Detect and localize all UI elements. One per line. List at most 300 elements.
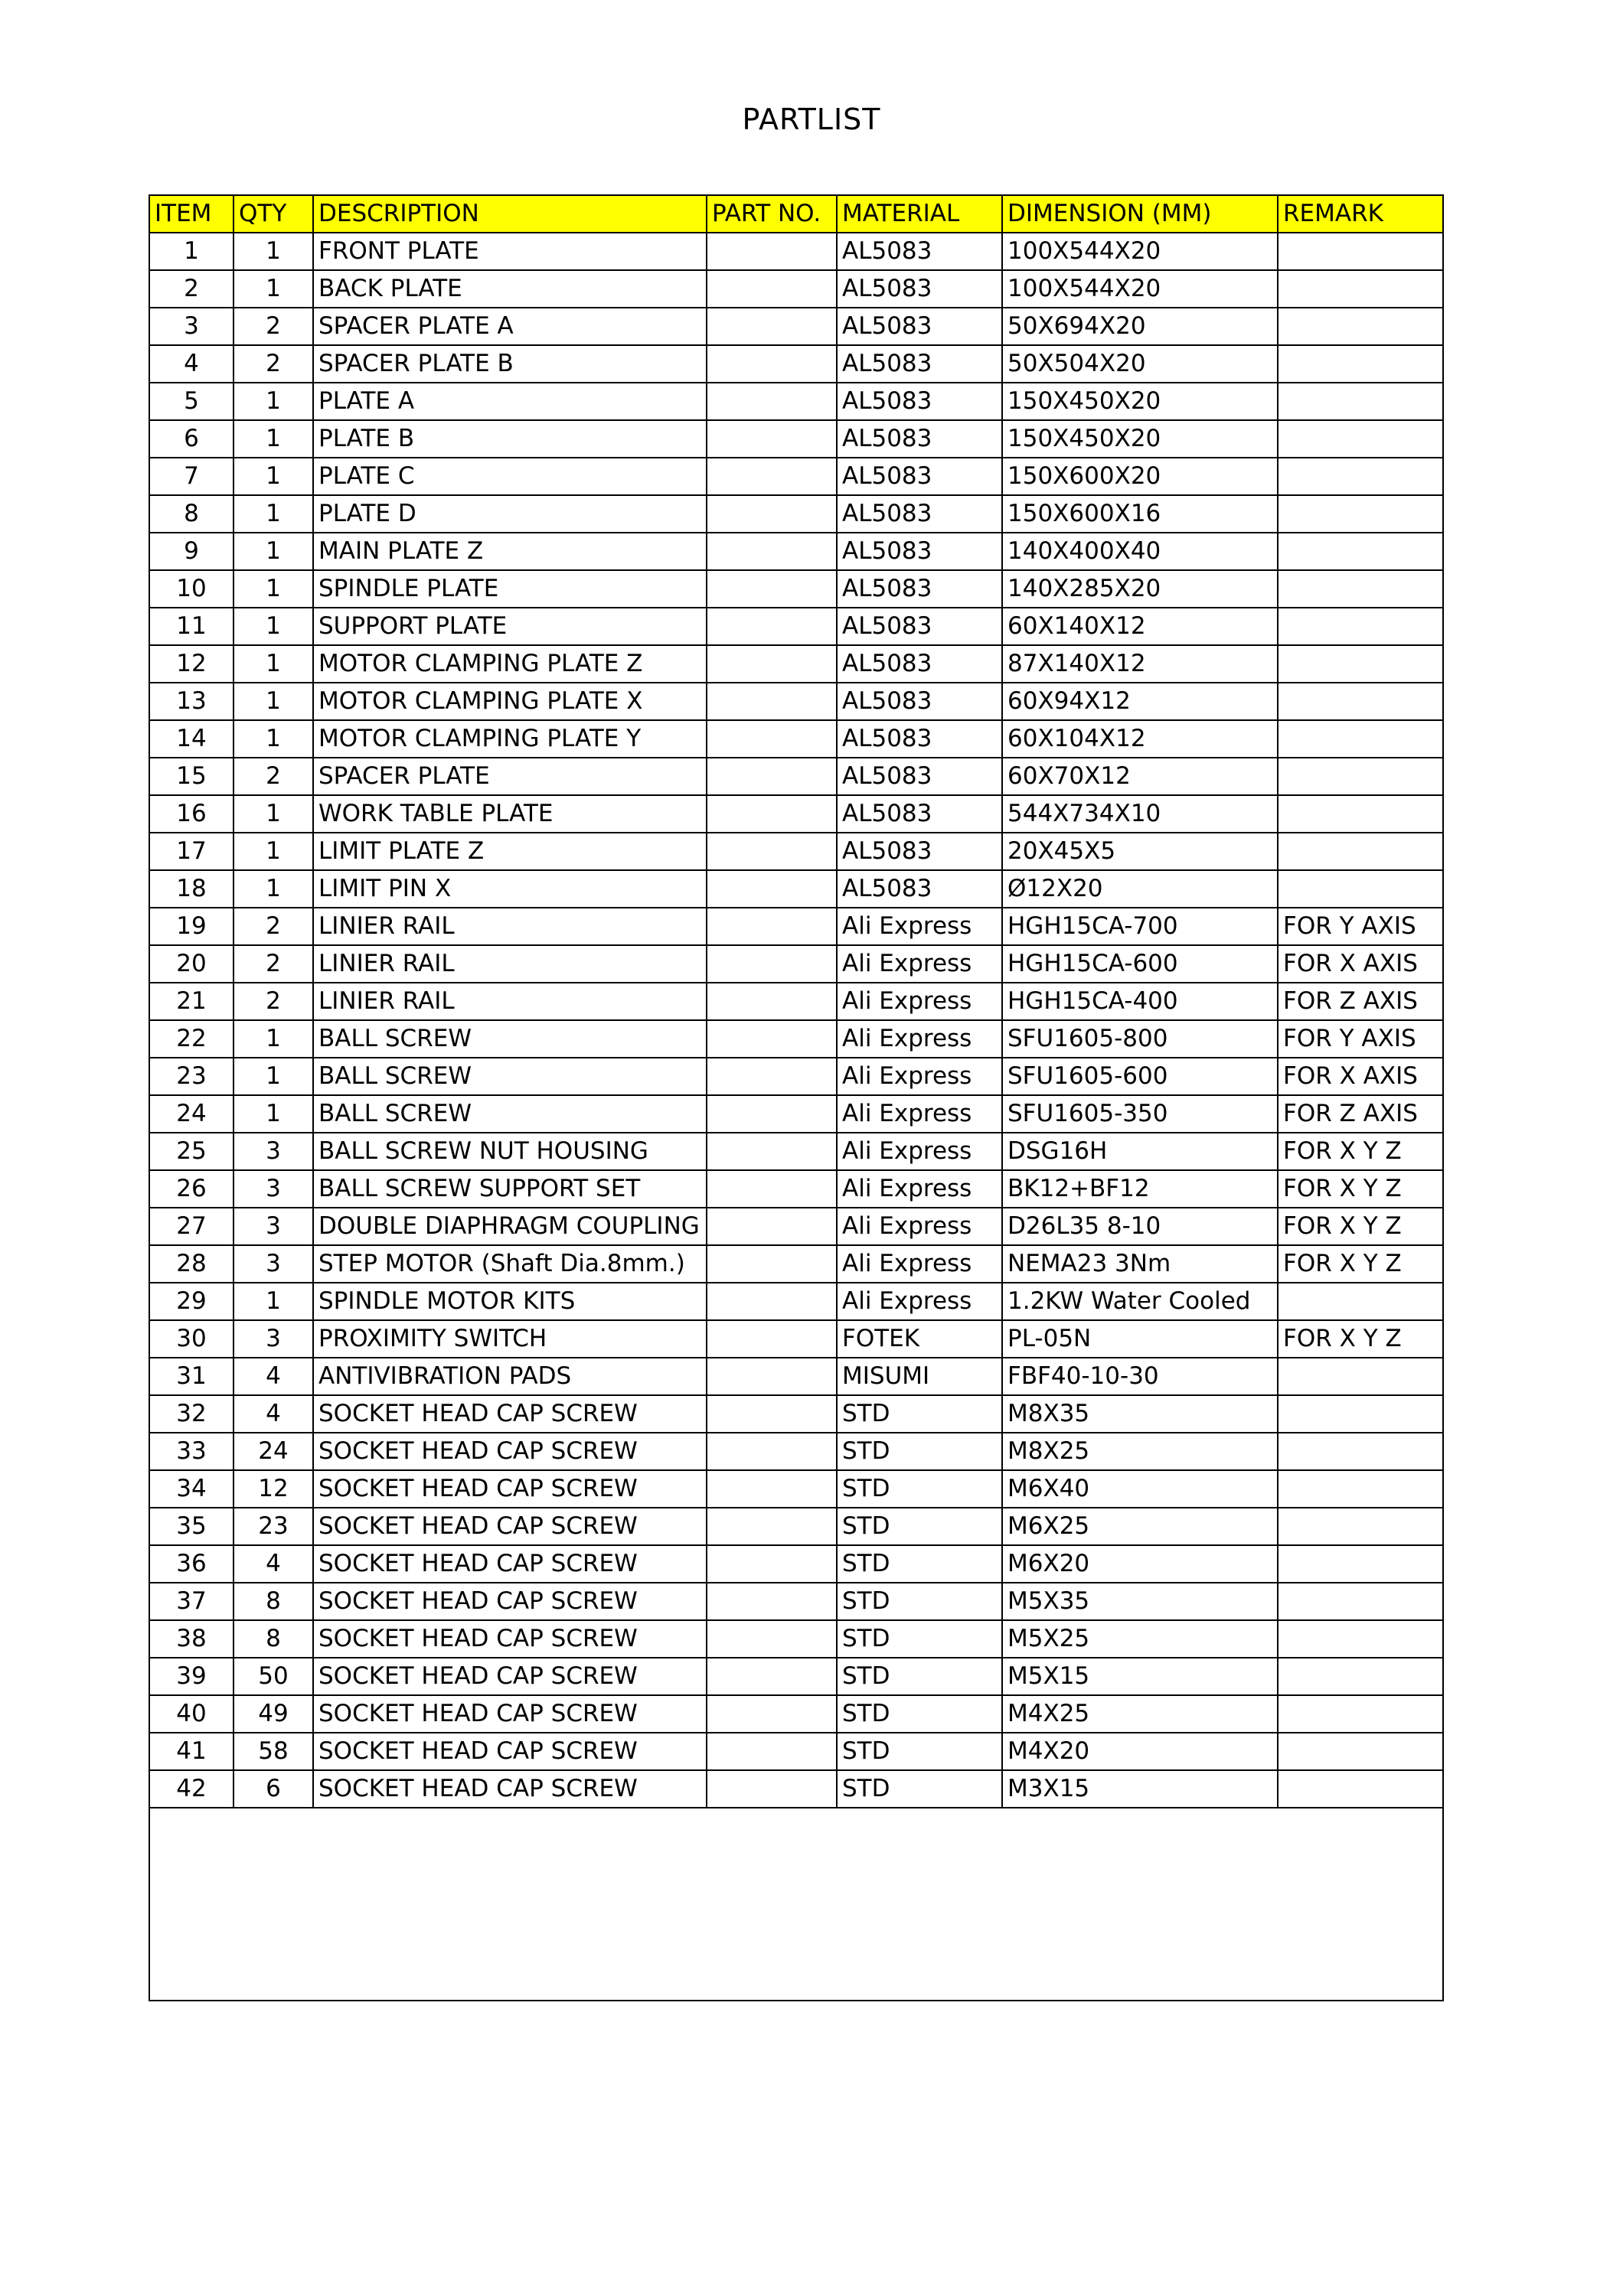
- table-row: [149, 1133, 1443, 1170]
- cell-material: AL5083: [837, 570, 1002, 608]
- cell-material: AL5083: [837, 683, 1002, 720]
- cell-part-no: [707, 1433, 837, 1470]
- cell-part-no: [707, 1508, 837, 1545]
- cell-part-no: [707, 570, 837, 608]
- cell-material: MISUMI: [837, 1358, 1002, 1395]
- cell-dimension: DSG16H: [1002, 1133, 1278, 1170]
- cell-remark: [1278, 570, 1443, 608]
- cell-dimension: 100X544X20: [1002, 270, 1278, 308]
- cell-item: 34: [149, 1470, 233, 1508]
- cell-dimension: FBF40-10-30: [1002, 1358, 1278, 1395]
- cell-material: AL5083: [837, 645, 1002, 683]
- cell-material: Ali Express: [837, 945, 1002, 983]
- cell-qty: 3: [233, 1245, 313, 1283]
- cell-dimension: M8X35: [1002, 1395, 1278, 1433]
- table-row: [149, 1058, 1443, 1095]
- table-row: [149, 1583, 1443, 1620]
- cell-remark: FOR Y AXIS: [1278, 908, 1443, 945]
- cell-qty: 8: [233, 1583, 313, 1620]
- cell-description: SOCKET HEAD CAP SCREW: [313, 1545, 707, 1583]
- cell-dimension: M8X25: [1002, 1433, 1278, 1470]
- cell-item: 24: [149, 1095, 233, 1133]
- cell-description: BACK PLATE: [313, 270, 707, 308]
- cell-item: 16: [149, 795, 233, 833]
- cell-qty: 2: [233, 308, 313, 345]
- cell-item: 41: [149, 1733, 233, 1770]
- cell-remark: FOR X Y Z: [1278, 1133, 1443, 1170]
- cell-part-no: [707, 1320, 837, 1358]
- cell-dimension: M3X15: [1002, 1770, 1278, 1808]
- table-row: [149, 533, 1443, 570]
- blank-area-row: [149, 1808, 1443, 2001]
- cell-qty: 1: [233, 720, 313, 758]
- cell-item: 33: [149, 1433, 233, 1470]
- cell-qty: 1: [233, 533, 313, 570]
- cell-material: STD: [837, 1770, 1002, 1808]
- cell-remark: [1278, 495, 1443, 533]
- cell-remark: [1278, 1583, 1443, 1620]
- cell-item: 15: [149, 758, 233, 795]
- table-row: [149, 1245, 1443, 1283]
- cell-dimension: 1.2KW Water Cooled: [1002, 1283, 1278, 1320]
- cell-qty: 12: [233, 1470, 313, 1508]
- cell-qty: 1: [233, 1058, 313, 1095]
- table-body: [149, 233, 1443, 2001]
- table-row: [149, 1095, 1443, 1133]
- cell-qty: 1: [233, 833, 313, 870]
- cell-item: 6: [149, 420, 233, 458]
- cell-part-no: [707, 683, 837, 720]
- table-row: [149, 1770, 1443, 1808]
- cell-dimension: 100X544X20: [1002, 233, 1278, 270]
- cell-material: AL5083: [837, 495, 1002, 533]
- table-row: [149, 720, 1443, 758]
- cell-material: STD: [837, 1695, 1002, 1733]
- cell-description: SOCKET HEAD CAP SCREW: [313, 1508, 707, 1545]
- cell-dimension: 60X104X12: [1002, 720, 1278, 758]
- cell-dimension: SFU1605-350: [1002, 1095, 1278, 1133]
- table-row: [149, 870, 1443, 908]
- cell-part-no: [707, 1470, 837, 1508]
- cell-description: SPACER PLATE A: [313, 308, 707, 345]
- cell-part-no: [707, 908, 837, 945]
- cell-qty: 1: [233, 270, 313, 308]
- table-row: [149, 420, 1443, 458]
- cell-remark: [1278, 608, 1443, 645]
- cell-qty: 3: [233, 1133, 313, 1170]
- cell-description: WORK TABLE PLATE: [313, 795, 707, 833]
- cell-part-no: [707, 1583, 837, 1620]
- cell-material: STD: [837, 1508, 1002, 1545]
- cell-part-no: [707, 1058, 837, 1095]
- cell-remark: [1278, 1695, 1443, 1733]
- cell-part-no: [707, 1245, 837, 1283]
- table-row: [149, 1470, 1443, 1508]
- cell-part-no: [707, 1283, 837, 1320]
- cell-material: STD: [837, 1733, 1002, 1770]
- cell-dimension: M6X25: [1002, 1508, 1278, 1545]
- cell-material: Ali Express: [837, 1208, 1002, 1245]
- table-row: [149, 1320, 1443, 1358]
- cell-dimension: M5X15: [1002, 1658, 1278, 1695]
- cell-material: STD: [837, 1658, 1002, 1695]
- cell-part-no: [707, 720, 837, 758]
- cell-dimension: 60X70X12: [1002, 758, 1278, 795]
- cell-description: PLATE D: [313, 495, 707, 533]
- cell-material: AL5083: [837, 795, 1002, 833]
- cell-dimension: 544X734X10: [1002, 795, 1278, 833]
- cell-remark: [1278, 1283, 1443, 1320]
- cell-description: PLATE B: [313, 420, 707, 458]
- cell-qty: 3: [233, 1208, 313, 1245]
- cell-material: Ali Express: [837, 1283, 1002, 1320]
- cell-item: 7: [149, 458, 233, 495]
- cell-material: STD: [837, 1470, 1002, 1508]
- cell-description: SPINDLE PLATE: [313, 570, 707, 608]
- cell-material: AL5083: [837, 720, 1002, 758]
- header-qty: QTY: [233, 195, 313, 233]
- cell-dimension: HGH15CA-600: [1002, 945, 1278, 983]
- cell-part-no: [707, 645, 837, 683]
- cell-dimension: NEMA23 3Nm: [1002, 1245, 1278, 1283]
- header-remark: REMARK: [1278, 195, 1443, 233]
- cell-qty: 1: [233, 645, 313, 683]
- cell-item: 2: [149, 270, 233, 308]
- cell-description: STEP MOTOR (Shaft Dia.8mm.): [313, 1245, 707, 1283]
- cell-dimension: 140X285X20: [1002, 570, 1278, 608]
- cell-item: 11: [149, 608, 233, 645]
- cell-dimension: 20X45X5: [1002, 833, 1278, 870]
- cell-remark: [1278, 233, 1443, 270]
- header-material: MATERIAL: [837, 195, 1002, 233]
- cell-material: STD: [837, 1583, 1002, 1620]
- cell-item: 4: [149, 345, 233, 383]
- cell-part-no: [707, 1695, 837, 1733]
- cell-dimension: M6X20: [1002, 1545, 1278, 1583]
- cell-part-no: [707, 795, 837, 833]
- table-header-row: [149, 195, 1443, 233]
- cell-part-no: [707, 1395, 837, 1433]
- cell-material: STD: [837, 1433, 1002, 1470]
- cell-description: SOCKET HEAD CAP SCREW: [313, 1695, 707, 1733]
- table-row: [149, 233, 1443, 270]
- table-row: [149, 608, 1443, 645]
- cell-qty: 1: [233, 495, 313, 533]
- cell-qty: 3: [233, 1320, 313, 1358]
- table-row: [149, 983, 1443, 1020]
- cell-remark: FOR X Y Z: [1278, 1170, 1443, 1208]
- cell-remark: [1278, 1508, 1443, 1545]
- cell-remark: [1278, 833, 1443, 870]
- cell-description: PROXIMITY SWITCH: [313, 1320, 707, 1358]
- cell-description: SUPPORT PLATE: [313, 608, 707, 645]
- cell-part-no: [707, 495, 837, 533]
- table-row: [149, 270, 1443, 308]
- cell-description: LINIER RAIL: [313, 983, 707, 1020]
- cell-dimension: 150X450X20: [1002, 420, 1278, 458]
- table-row: [149, 645, 1443, 683]
- table-row: [149, 1170, 1443, 1208]
- cell-item: 3: [149, 308, 233, 345]
- cell-material: AL5083: [837, 533, 1002, 570]
- cell-qty: 1: [233, 1095, 313, 1133]
- cell-qty: 1: [233, 1283, 313, 1320]
- table-row: [149, 1508, 1443, 1545]
- cell-remark: [1278, 1433, 1443, 1470]
- cell-remark: [1278, 383, 1443, 420]
- cell-remark: FOR X Y Z: [1278, 1245, 1443, 1283]
- cell-qty: 50: [233, 1658, 313, 1695]
- cell-dimension: SFU1605-800: [1002, 1020, 1278, 1058]
- cell-item: 20: [149, 945, 233, 983]
- cell-description: SOCKET HEAD CAP SCREW: [313, 1433, 707, 1470]
- table-row: [149, 345, 1443, 383]
- cell-description: LIMIT PIN X: [313, 870, 707, 908]
- table-row: [149, 683, 1443, 720]
- cell-description: BALL SCREW SUPPORT SET: [313, 1170, 707, 1208]
- cell-material: Ali Express: [837, 1020, 1002, 1058]
- cell-remark: [1278, 795, 1443, 833]
- cell-description: PLATE C: [313, 458, 707, 495]
- cell-description: ANTIVIBRATION PADS: [313, 1358, 707, 1395]
- cell-remark: FOR X Y Z: [1278, 1208, 1443, 1245]
- cell-qty: 2: [233, 983, 313, 1020]
- table-row: [149, 495, 1443, 533]
- cell-item: 39: [149, 1658, 233, 1695]
- cell-description: MAIN PLATE Z: [313, 533, 707, 570]
- cell-description: SOCKET HEAD CAP SCREW: [313, 1733, 707, 1770]
- cell-description: DOUBLE DIAPHRAGM COUPLING: [313, 1208, 707, 1245]
- cell-qty: 24: [233, 1433, 313, 1470]
- cell-material: AL5083: [837, 308, 1002, 345]
- cell-qty: 2: [233, 758, 313, 795]
- cell-item: 42: [149, 1770, 233, 1808]
- table-row: [149, 795, 1443, 833]
- cell-material: STD: [837, 1395, 1002, 1433]
- cell-dimension: 60X140X12: [1002, 608, 1278, 645]
- cell-part-no: [707, 458, 837, 495]
- cell-dimension: Ø12X20: [1002, 870, 1278, 908]
- cell-item: 14: [149, 720, 233, 758]
- cell-material: Ali Express: [837, 983, 1002, 1020]
- cell-dimension: 50X694X20: [1002, 308, 1278, 345]
- cell-dimension: BK12+BF12: [1002, 1170, 1278, 1208]
- cell-remark: [1278, 345, 1443, 383]
- cell-qty: 1: [233, 233, 313, 270]
- cell-dimension: HGH15CA-700: [1002, 908, 1278, 945]
- cell-material: AL5083: [837, 833, 1002, 870]
- table-row: [149, 758, 1443, 795]
- cell-remark: [1278, 458, 1443, 495]
- cell-qty: 1: [233, 683, 313, 720]
- cell-description: BALL SCREW: [313, 1095, 707, 1133]
- header-item: ITEM: [149, 195, 233, 233]
- cell-item: 26: [149, 1170, 233, 1208]
- cell-part-no: [707, 758, 837, 795]
- cell-remark: FOR Y AXIS: [1278, 1020, 1443, 1058]
- cell-material: AL5083: [837, 420, 1002, 458]
- cell-description: SOCKET HEAD CAP SCREW: [313, 1770, 707, 1808]
- cell-material: Ali Express: [837, 908, 1002, 945]
- cell-remark: FOR X Y Z: [1278, 1320, 1443, 1358]
- cell-remark: [1278, 1770, 1443, 1808]
- cell-item: 31: [149, 1358, 233, 1395]
- cell-dimension: 150X600X20: [1002, 458, 1278, 495]
- cell-description: SPINDLE MOTOR KITS: [313, 1283, 707, 1320]
- cell-item: 8: [149, 495, 233, 533]
- cell-description: MOTOR CLAMPING PLATE Z: [313, 645, 707, 683]
- cell-remark: [1278, 758, 1443, 795]
- cell-part-no: [707, 1020, 837, 1058]
- cell-item: 37: [149, 1583, 233, 1620]
- cell-part-no: [707, 233, 837, 270]
- cell-qty: 58: [233, 1733, 313, 1770]
- cell-qty: 4: [233, 1545, 313, 1583]
- cell-part-no: [707, 1170, 837, 1208]
- cell-dimension: M4X20: [1002, 1733, 1278, 1770]
- cell-material: FOTEK: [837, 1320, 1002, 1358]
- cell-dimension: M5X35: [1002, 1583, 1278, 1620]
- cell-material: AL5083: [837, 233, 1002, 270]
- cell-qty: 23: [233, 1508, 313, 1545]
- cell-qty: 2: [233, 345, 313, 383]
- cell-material: STD: [837, 1545, 1002, 1583]
- cell-description: LIMIT PLATE Z: [313, 833, 707, 870]
- cell-qty: 1: [233, 608, 313, 645]
- cell-material: Ali Express: [837, 1058, 1002, 1095]
- cell-qty: 2: [233, 908, 313, 945]
- cell-item: 17: [149, 833, 233, 870]
- cell-qty: 3: [233, 1170, 313, 1208]
- cell-part-no: [707, 1358, 837, 1395]
- cell-remark: [1278, 533, 1443, 570]
- cell-item: 9: [149, 533, 233, 570]
- cell-remark: FOR Z AXIS: [1278, 1095, 1443, 1133]
- cell-item: 22: [149, 1020, 233, 1058]
- cell-remark: [1278, 683, 1443, 720]
- cell-description: MOTOR CLAMPING PLATE X: [313, 683, 707, 720]
- cell-material: AL5083: [837, 458, 1002, 495]
- cell-item: 5: [149, 383, 233, 420]
- table-row: [149, 1620, 1443, 1658]
- cell-qty: 4: [233, 1395, 313, 1433]
- cell-description: SOCKET HEAD CAP SCREW: [313, 1470, 707, 1508]
- table-row: [149, 1733, 1443, 1770]
- cell-item: 28: [149, 1245, 233, 1283]
- cell-part-no: [707, 345, 837, 383]
- cell-item: 40: [149, 1695, 233, 1733]
- cell-part-no: [707, 1620, 837, 1658]
- cell-part-no: [707, 383, 837, 420]
- table-row: [149, 458, 1443, 495]
- cell-part-no: [707, 1658, 837, 1695]
- cell-qty: 1: [233, 420, 313, 458]
- cell-remark: [1278, 1358, 1443, 1395]
- cell-dimension: PL-05N: [1002, 1320, 1278, 1358]
- blank-area: [149, 1808, 1443, 2001]
- cell-description: LINIER RAIL: [313, 908, 707, 945]
- cell-item: 35: [149, 1508, 233, 1545]
- cell-item: 36: [149, 1545, 233, 1583]
- table-row: [149, 1545, 1443, 1583]
- cell-description: SOCKET HEAD CAP SCREW: [313, 1620, 707, 1658]
- cell-item: 19: [149, 908, 233, 945]
- cell-qty: 1: [233, 458, 313, 495]
- cell-material: AL5083: [837, 758, 1002, 795]
- cell-description: SOCKET HEAD CAP SCREW: [313, 1395, 707, 1433]
- cell-item: 27: [149, 1208, 233, 1245]
- header-description: DESCRIPTION: [313, 195, 707, 233]
- cell-remark: [1278, 1470, 1443, 1508]
- cell-dimension: 87X140X12: [1002, 645, 1278, 683]
- cell-description: SPACER PLATE B: [313, 345, 707, 383]
- cell-qty: 4: [233, 1358, 313, 1395]
- cell-qty: 1: [233, 795, 313, 833]
- table-row: [149, 1395, 1443, 1433]
- cell-description: BALL SCREW NUT HOUSING: [313, 1133, 707, 1170]
- cell-material: STD: [837, 1620, 1002, 1658]
- cell-remark: [1278, 420, 1443, 458]
- cell-item: 29: [149, 1283, 233, 1320]
- cell-part-no: [707, 270, 837, 308]
- cell-dimension: M5X25: [1002, 1620, 1278, 1658]
- cell-part-no: [707, 945, 837, 983]
- cell-remark: [1278, 308, 1443, 345]
- cell-dimension: 60X94X12: [1002, 683, 1278, 720]
- cell-part-no: [707, 608, 837, 645]
- cell-qty: 1: [233, 383, 313, 420]
- cell-remark: [1278, 645, 1443, 683]
- table-row: [149, 308, 1443, 345]
- cell-description: SOCKET HEAD CAP SCREW: [313, 1658, 707, 1695]
- cell-part-no: [707, 1770, 837, 1808]
- cell-item: 1: [149, 233, 233, 270]
- cell-dimension: M6X40: [1002, 1470, 1278, 1508]
- cell-qty: 2: [233, 945, 313, 983]
- cell-dimension: 150X600X16: [1002, 495, 1278, 533]
- cell-item: 25: [149, 1133, 233, 1170]
- cell-item: 38: [149, 1620, 233, 1658]
- cell-part-no: [707, 1133, 837, 1170]
- cell-description: SOCKET HEAD CAP SCREW: [313, 1583, 707, 1620]
- cell-item: 21: [149, 983, 233, 1020]
- table-row: [149, 1208, 1443, 1245]
- cell-material: AL5083: [837, 870, 1002, 908]
- table-row: [149, 945, 1443, 983]
- cell-item: 23: [149, 1058, 233, 1095]
- table-row: [149, 570, 1443, 608]
- cell-part-no: [707, 1095, 837, 1133]
- cell-remark: [1278, 270, 1443, 308]
- cell-description: BALL SCREW: [313, 1058, 707, 1095]
- cell-remark: FOR X AXIS: [1278, 945, 1443, 983]
- cell-remark: FOR X AXIS: [1278, 1058, 1443, 1095]
- cell-qty: 49: [233, 1695, 313, 1733]
- cell-dimension: 140X400X40: [1002, 533, 1278, 570]
- cell-dimension: D26L35 8-10: [1002, 1208, 1278, 1245]
- table-row: [149, 908, 1443, 945]
- cell-part-no: [707, 420, 837, 458]
- cell-item: 32: [149, 1395, 233, 1433]
- cell-item: 30: [149, 1320, 233, 1358]
- cell-remark: [1278, 1733, 1443, 1770]
- cell-description: MOTOR CLAMPING PLATE Y: [313, 720, 707, 758]
- cell-material: AL5083: [837, 345, 1002, 383]
- table-row: [149, 1020, 1443, 1058]
- cell-part-no: [707, 833, 837, 870]
- cell-item: 10: [149, 570, 233, 608]
- cell-qty: 6: [233, 1770, 313, 1808]
